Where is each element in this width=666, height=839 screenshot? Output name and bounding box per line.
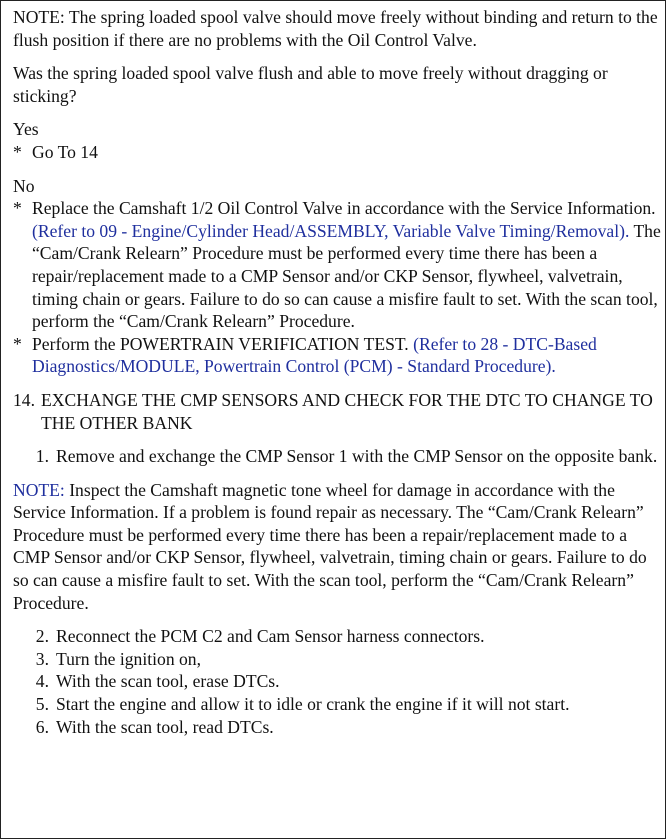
note-2 bbox=[13, 479, 661, 615]
list-item bbox=[16, 445, 661, 468]
list-item-text: Remove and exchange the CMP Sensor 1 with the CMP Sensor on the opposite bank. bbox=[56, 446, 658, 467]
bullet-marker: * bbox=[13, 333, 22, 354]
list-item bbox=[16, 670, 661, 693]
list-item-number: 5. bbox=[35, 694, 49, 715]
note-2-label: NOTE: bbox=[13, 479, 65, 500]
list-item-number: 3. bbox=[35, 648, 49, 669]
document-body bbox=[13, 6, 661, 738]
bullet-marker: * bbox=[13, 198, 22, 219]
list-item-text: Turn the ignition on, bbox=[56, 648, 202, 669]
yes-label: Yes bbox=[13, 119, 39, 140]
list-item-text: Reconnect the PCM C2 and Cam Sensor harness connectors. bbox=[56, 626, 485, 647]
no-label: No bbox=[13, 175, 35, 196]
no-item-1 bbox=[13, 197, 661, 333]
step-14-heading bbox=[13, 389, 661, 434]
list-item bbox=[16, 693, 661, 716]
substeps-a bbox=[13, 445, 661, 468]
no-item-1-text-cont: The “Cam/Crank Relearn” Procedure must be performed every time there has been a repair/replacement made to a CMP Sensor and/or CKP Sensor, flywheel, valvetrain, timing chain or gears. Failure to do so can cause a misfire fault to set. With the scan tool, perform the “Cam/Crank Relearn” Procedure. bbox=[32, 220, 661, 332]
no-item-2-reference-link[interactable]: (Refer to 28 - DTC-Based Diagnostics/MODULE, Powertrain Control (PCM) - Standard Procedure). bbox=[32, 333, 597, 377]
no-item-2-text: Perform the POWERTRAIN VERIFICATION TEST. bbox=[32, 333, 409, 354]
question: Was the spring loaded spool valve flush and able to move freely without dragging or sticking? bbox=[13, 63, 608, 106]
list-item bbox=[16, 625, 661, 648]
substeps-b bbox=[13, 625, 661, 738]
yes-item-text: Go To 14 bbox=[32, 141, 98, 162]
no-item-1-reference-link[interactable]: (Refer to 09 - Engine/Cylinder Head/ASSEMBLY, Variable Valve Timing/Removal). bbox=[32, 220, 630, 241]
list-item-text: Start the engine and allow it to idle or crank the engine if it will not start. bbox=[56, 694, 570, 715]
list-item bbox=[16, 648, 661, 671]
bullet-marker: * bbox=[13, 141, 22, 162]
list-item-number: 2. bbox=[35, 626, 49, 647]
yes-item bbox=[13, 141, 661, 164]
no-item-2 bbox=[13, 333, 661, 378]
list-item bbox=[16, 716, 661, 739]
no-item-1-text: Replace the Camshaft 1/2 Oil Control Valve in accordance with the Service Information. bbox=[32, 198, 656, 219]
list-item-number: 4. bbox=[35, 671, 49, 692]
note-2-text: Inspect the Camshaft magnetic tone wheel for damage in accordance with the Service Information. If a problem is found repair as necessary. The “Cam/Crank Relearn” Procedure must be performed every time there has been a repair/replacement made to a CMP Sensor and/or CKP Sensor, flywheel, valvetrain, timing chain or gears. Failure to do so can cause a misfire fault to set. With the scan tool, perform the “Cam/Crank Relearn” Procedure. bbox=[13, 479, 647, 613]
note-1: NOTE: The spring loaded spool valve should move freely without binding and return to the flush position if there are no problems with the Oil Control Valve. bbox=[13, 7, 658, 50]
list-item-text: With the scan tool, read DTCs. bbox=[56, 716, 274, 737]
list-item-number: 1. bbox=[35, 446, 49, 467]
step-14-title: EXCHANGE THE CMP SENSORS AND CHECK FOR THE DTC TO CHANGE TO THE OTHER BANK bbox=[41, 389, 653, 433]
step-14-number: 14. bbox=[13, 389, 35, 410]
list-item-number: 6. bbox=[35, 716, 49, 737]
list-item-text: With the scan tool, erase DTCs. bbox=[56, 671, 280, 692]
